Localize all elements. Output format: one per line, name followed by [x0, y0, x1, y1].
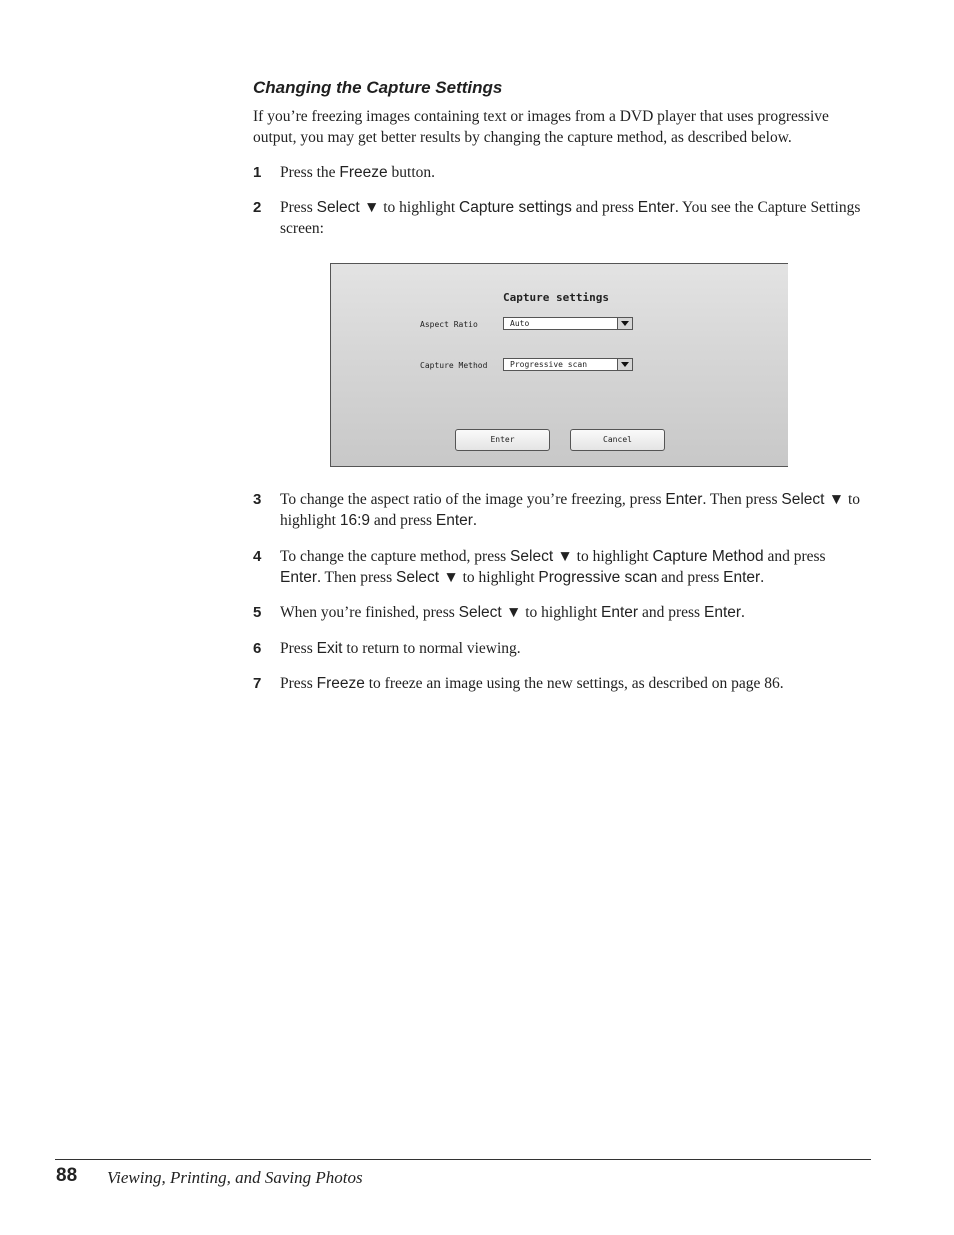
footer-section-title: Viewing, Printing, and Saving Photos: [107, 1168, 363, 1187]
step-6: [253, 638, 868, 659]
capture-method-value: Progressive scan: [510, 360, 588, 369]
step-number: 5: [253, 604, 262, 621]
step-number: 2: [253, 199, 262, 216]
aspect-ratio-label: Aspect Ratio: [420, 320, 478, 329]
step-number: 7: [253, 675, 262, 692]
step-text: To change the aspect ratio of the image you’re freezing, press Enter. Then press Select ▼ to highlight 16:9 and press Enter.: [280, 491, 861, 529]
capture-settings-dialog: [330, 263, 788, 467]
step-text: Press Exit to return to normal viewing.: [280, 640, 521, 657]
enter-button[interactable]: Enter: [455, 429, 550, 451]
aspect-ratio-value: Auto: [510, 319, 530, 328]
step-1: [253, 162, 868, 183]
capture-method-label: Capture Method: [420, 361, 488, 370]
step-number: 3: [253, 491, 262, 508]
triangle-down-icon[interactable]: [617, 318, 632, 329]
step-7: [253, 673, 868, 694]
intro-paragraph: If you’re freezing images containing text or images from a DVD player that uses progressive output, you may get better results by changing the capture method, as described below.: [253, 108, 829, 146]
step-number: 6: [253, 640, 262, 657]
step-4: [253, 546, 868, 588]
aspect-ratio-select[interactable]: [503, 317, 633, 330]
capture-method-select[interactable]: [503, 358, 633, 371]
step-text: To change the capture method, press Select ▼ to highlight Capture Method and press Enter. Then press Select ▼ to highlight Progressive scan and press Enter.: [280, 548, 826, 586]
footer-divider: [55, 1159, 871, 1160]
step-text: When you’re finished, press Select ▼ to highlight Enter and press Enter.: [280, 604, 745, 621]
dialog-title: Capture settings: [503, 291, 609, 304]
step-2: [253, 197, 868, 239]
cancel-button[interactable]: Cancel: [570, 429, 665, 451]
step-number: 1: [253, 164, 262, 181]
step-number: 4: [253, 548, 262, 565]
step-5: [253, 602, 868, 623]
section-heading: Changing the Capture Settings: [253, 78, 503, 97]
triangle-down-icon[interactable]: [617, 359, 632, 370]
step-3: [253, 489, 868, 531]
step-text: Press the Freeze button.: [280, 164, 436, 181]
page-number: 88: [56, 1165, 78, 1186]
step-text: Press Select ▼ to highlight Capture settings and press Enter. You see the Capture Settings screen:: [280, 199, 861, 237]
step-text: Press Freeze to freeze an image using the new settings, as described on page 86.: [280, 675, 784, 692]
